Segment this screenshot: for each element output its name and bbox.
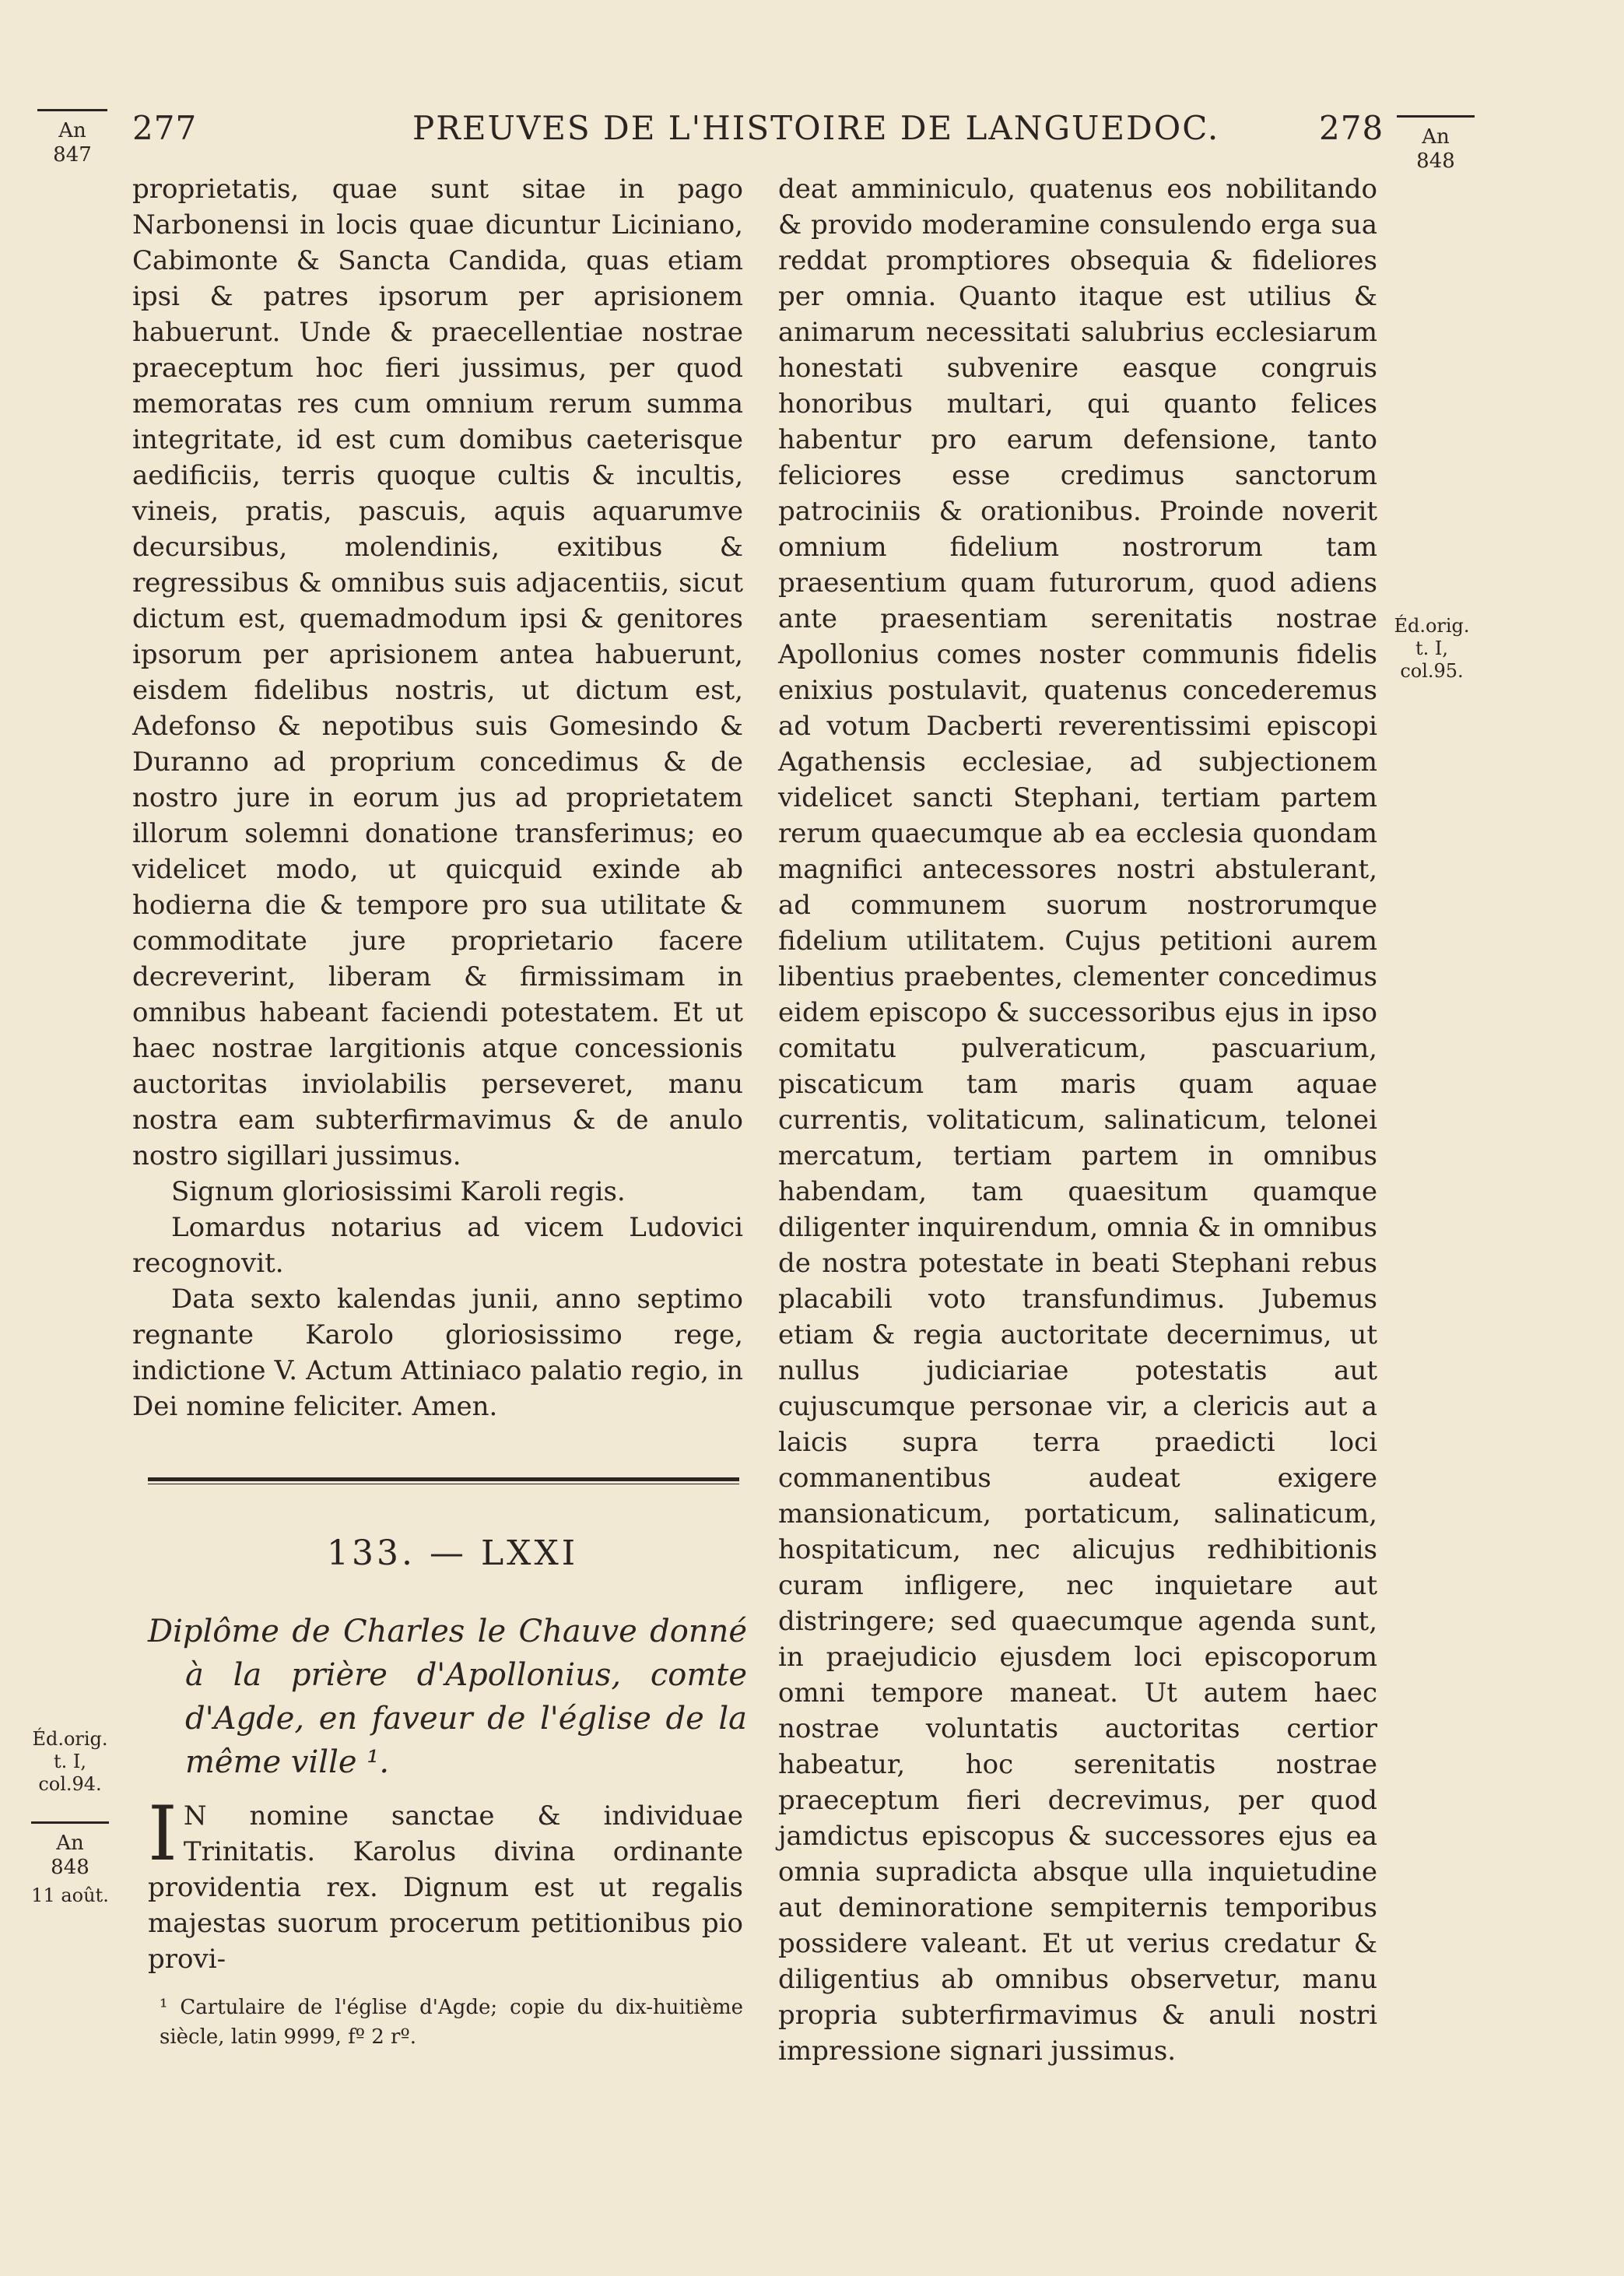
section-divider [148, 1477, 739, 1481]
margin-rule [1397, 115, 1475, 118]
margin-ed-line: t. I, [1415, 637, 1448, 659]
margin-year-right-top [1397, 115, 1475, 174]
margin-date: 11 août. [31, 1884, 109, 1907]
margin-edition-left [23, 1728, 117, 1795]
margin-label: An [56, 1832, 84, 1855]
dating-clause: Data sexto kalendas junii, anno septimo regnante Karolo gloriosissimo rege, indictione V. Actum Attiniaco palatio regio, in Dei nomine feliciter. Amen. [132, 1284, 743, 1422]
margin-ed-line: col.95. [1400, 659, 1464, 682]
drop-cap: I [148, 1790, 177, 1877]
right-column [778, 171, 1377, 2069]
margin-year: 848 [51, 1856, 89, 1880]
margin-ed-line: Éd.orig. [1394, 615, 1470, 637]
margin-label: An [58, 119, 86, 142]
margin-rule [31, 1821, 109, 1824]
left-column [132, 171, 743, 1424]
page-number-left: 277 [132, 109, 198, 147]
signum-line: Signum gloriosissimi Karoli regis. [171, 1176, 626, 1207]
margin-year-left-top [37, 109, 107, 167]
margin-year: 848 [1416, 149, 1455, 174]
margin-label: An [1422, 125, 1450, 149]
document-number: 133. — LXXI [327, 1533, 579, 1573]
margin-ed-line: col.94. [38, 1772, 102, 1795]
body-paragraph: proprietatis, quae sunt sitae in pago Narbonensi in locis quae dicuntur Liciniano, Cabimonte & Sancta Candida, quas etiam ipsi & patres ipsorum per aprisionem habuerunt. Unde & praecellentiae nostrae praeceptum hoc fieri jussimus, per quod memoratas res cum omnium rerum summa integritate, id est cum domibus caeterisque aedificiis, terris quoque cultis & incultis, vineis, pratis, pascuis, aquis aquarumve decursibus, molendinis, exitibus & regressibus & omnibus suis adjacentiis, sicut dictum est, quemadmodum ipsi & genitores ipsorum per aprisionem antea habuerunt, eisdem fidelibus nostris, ut dictum est, Adefonso & nepotibus suis Gomesindo & Duranno ad proprium concedimus & de nostro jure in eorum jus ad proprietatem illorum solemni donatione transferimus; eo videlicet modo, ut quicquid exinde ab hodierna die & tempore pro sua utilitate & commoditate jure proprietario facere decreverint, liberam & firmissimam in omnibus habeant faciendi potestatem. Et ut haec nostrae largitionis atque concessionis auctoritas inviolabilis perseveret, manu nostra eam subterfirmavimus & de anulo nostro sigillari jussimus. [132, 174, 743, 1171]
heading-text: Diplôme de Charles le Chauve donné à la prière d'Apollonius, comte d'Agde, en faveur de l'église de la même ville ¹. [148, 1614, 747, 1780]
margin-year: 847 [53, 143, 92, 167]
margin-year-left-bottom [31, 1821, 109, 1907]
margin-rule [37, 109, 107, 111]
margin-ed-line: t. I, [53, 1750, 86, 1772]
footnote: ¹ Cartulaire de l'église d'Agde; copie du dix-huitième siècle, latin 9999, fº 2 rº. [160, 1996, 743, 2049]
notary-line: Lomardus notarius ad vicem Ludovici recognovit. [132, 1212, 743, 1279]
margin-ed-line: Éd.orig. [32, 1728, 108, 1750]
page-number-right: 278 [1319, 109, 1384, 147]
margin-edition-right [1385, 615, 1478, 682]
document-opening [148, 1790, 743, 1977]
running-title: PREUVES DE L'HISTOIRE DE LANGUEDOC. [412, 109, 1220, 147]
opening-text: N nomine sanctae & individuae Trinitatis. Karolus divina ordinante providentia rex. Dignum est ut regalis majestas suorum procerum petitionibus pio provi- [148, 1800, 743, 1975]
document-heading [148, 1610, 747, 1784]
body-paragraph: deat amminiculo, quatenus eos nobilitando & provido moderamine consulendo erga sua reddat promptiores obsequia & fideliores per omnia. Quanto itaque est utilius & animarum necessitati salubrius ecclesiarum honestati subvenire easque congruis honoribus multari, qui quanto felices habentur pro earum defensione, tanto feliciores esse credimus sanctorum patrociniis & orationibus. Proinde noverit omnium fidelium nostrorum tam praesentium quam futurorum, quod adiens ante praesentiam serenitatis nostrae Apollonius comes noster communis fidelis enixius postulavit, quatenus concederemus ad votum Dacberti reverentissimi episcopi Agathensis ecclesiae, ad subjectionem videlicet sancti Stephani, tertiam partem rerum quaecumque ab ea ecclesia quondam magnifici antecessores nostri abstulerant, ad communem suorum nostrorumque fidelium utilitatem. Cujus petitioni aurem libentius praebentes, clementer concedimus eidem episcopo & successoribus ejus in ipso comitatu pulveraticum, pascuarium, piscaticum tam maris quam aquae currentis, volitaticum, salinaticum, telonei mercatum, tertiam partem in omnibus habendam, tam quaesitum quamque diligenter inquirendum, omnia & in omnibus de nostra potestate in beati Stephani rebus placabili voto transfundimus. Jubemus etiam & regia auctoritate decernimus, ut nullus judiciariae potestatis aut cujuscumque personae vir, a clericis aut a laicis supra terra praedicti loci commanentibus audeat exigere mansionaticum, portaticum, salinaticum, hospitaticum, nec alicujus redhibitionis curam infligere, nec inquietare aut distringere; sed quaecumque agenda sunt, in praejudicio ejusdem loci episcoporum omni tempore maneat. Ut autem haec nostrae voluntatis auctoritas certior habeatur, hoc serenitatis nostrae praeceptum fieri decrevimus, per quod jamdictus episcopus & successores ejus ea omnia supradicta absque ulla inquietudine aut deminoratione sempiternis temporibus possidere valeant. Et ut verius credatur & diligentius ab omnibus observetur, manu propria subterfirmavimus & anuli nostri impressione signari jussimus. [778, 174, 1377, 2067]
